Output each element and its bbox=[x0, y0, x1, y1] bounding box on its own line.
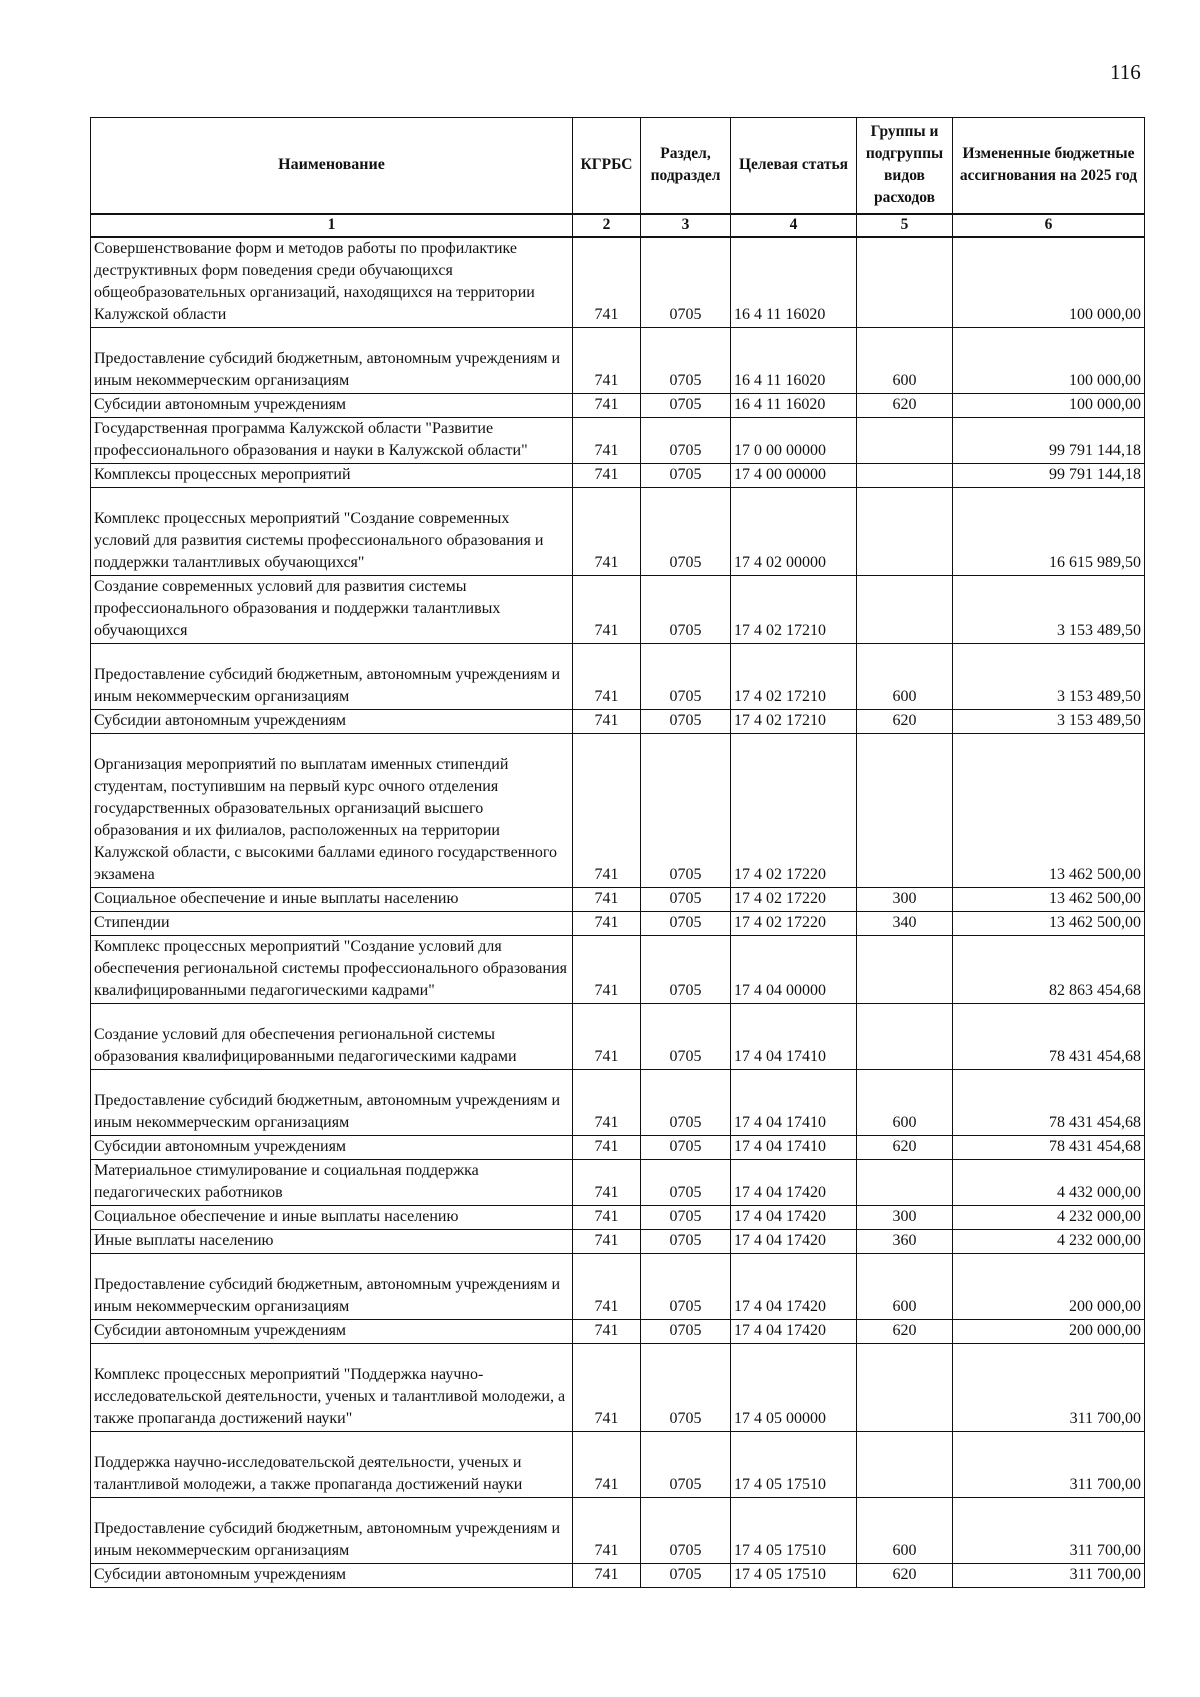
cell-name: Комплекс процессных мероприятий "Создание современных условий для развития системы профессионального образования и поддержки талантливых обучающихся" bbox=[91, 488, 573, 576]
cell-razdel: 0705 bbox=[641, 1344, 731, 1432]
cell-expense-group: 620 bbox=[857, 710, 953, 734]
cell-kgrbs: 741 bbox=[573, 1136, 641, 1160]
cell-name: Субсидии автономным учреждениям bbox=[91, 394, 573, 418]
cell-razdel: 0705 bbox=[641, 237, 731, 328]
cell-amount: 100 000,00 bbox=[953, 237, 1145, 328]
cell-razdel: 0705 bbox=[641, 1160, 731, 1206]
cell-amount: 4 232 000,00 bbox=[953, 1206, 1145, 1230]
cell-amount: 4 432 000,00 bbox=[953, 1160, 1145, 1206]
cell-razdel: 0705 bbox=[641, 1206, 731, 1230]
table-row bbox=[91, 1320, 1145, 1344]
cell-kgrbs: 741 bbox=[573, 1320, 641, 1344]
column-number-row bbox=[91, 214, 1145, 237]
column-number: 2 bbox=[573, 214, 641, 237]
cell-target-article: 17 4 04 17410 bbox=[731, 1004, 857, 1070]
cell-amount: 99 791 144,18 bbox=[953, 464, 1145, 488]
cell-razdel: 0705 bbox=[641, 1320, 731, 1344]
cell-expense-group: 600 bbox=[857, 1254, 953, 1320]
column-number: 6 bbox=[953, 214, 1145, 237]
cell-kgrbs: 741 bbox=[573, 576, 641, 644]
cell-kgrbs: 741 bbox=[573, 912, 641, 936]
cell-target-article: 17 4 04 17410 bbox=[731, 1136, 857, 1160]
cell-target-article: 16 4 11 16020 bbox=[731, 328, 857, 394]
table-row bbox=[91, 418, 1145, 464]
cell-expense-group bbox=[857, 576, 953, 644]
cell-expense-group: 600 bbox=[857, 644, 953, 710]
cell-amount: 4 232 000,00 bbox=[953, 1230, 1145, 1254]
table-row bbox=[91, 734, 1145, 888]
table-row bbox=[91, 644, 1145, 710]
cell-razdel: 0705 bbox=[641, 1070, 731, 1136]
cell-kgrbs: 741 bbox=[573, 734, 641, 888]
cell-target-article: 17 4 00 00000 bbox=[731, 464, 857, 488]
cell-target-article: 17 4 02 17210 bbox=[731, 644, 857, 710]
cell-razdel: 0705 bbox=[641, 1004, 731, 1070]
cell-amount: 200 000,00 bbox=[953, 1320, 1145, 1344]
cell-amount: 311 700,00 bbox=[953, 1344, 1145, 1432]
cell-razdel: 0705 bbox=[641, 1254, 731, 1320]
cell-expense-group: 600 bbox=[857, 1070, 953, 1136]
cell-razdel: 0705 bbox=[641, 1564, 731, 1588]
cell-kgrbs: 741 bbox=[573, 1432, 641, 1498]
cell-name: Предоставление субсидий бюджетным, автономным учреждениям и иным некоммерческим организациям bbox=[91, 1498, 573, 1564]
cell-target-article: 17 4 04 17420 bbox=[731, 1254, 857, 1320]
cell-razdel: 0705 bbox=[641, 1230, 731, 1254]
cell-razdel: 0705 bbox=[641, 888, 731, 912]
table-row bbox=[91, 237, 1145, 328]
cell-amount: 3 153 489,50 bbox=[953, 576, 1145, 644]
cell-kgrbs: 741 bbox=[573, 464, 641, 488]
cell-razdel: 0705 bbox=[641, 710, 731, 734]
cell-expense-group bbox=[857, 1160, 953, 1206]
cell-name: Комплекс процессных мероприятий "Поддержка научно-исследовательской деятельности, ученых и талантливой молодежи, а также пропаганда достижений науки" bbox=[91, 1344, 573, 1432]
table-row bbox=[91, 1230, 1145, 1254]
table-row bbox=[91, 1160, 1145, 1206]
cell-target-article: 17 4 05 17510 bbox=[731, 1498, 857, 1564]
cell-target-article: 17 4 02 17210 bbox=[731, 710, 857, 734]
cell-name: Предоставление субсидий бюджетным, автономным учреждениям и иным некоммерческим организациям bbox=[91, 644, 573, 710]
cell-target-article: 16 4 11 16020 bbox=[731, 237, 857, 328]
cell-name: Иные выплаты населению bbox=[91, 1230, 573, 1254]
cell-name: Субсидии автономным учреждениям bbox=[91, 1564, 573, 1588]
cell-expense-group: 340 bbox=[857, 912, 953, 936]
header-kgrbs: КГРБС bbox=[573, 118, 641, 215]
header-groups: Группы и подгруппы видов расходов bbox=[857, 118, 953, 215]
cell-amount: 13 462 500,00 bbox=[953, 888, 1145, 912]
cell-amount: 78 431 454,68 bbox=[953, 1136, 1145, 1160]
cell-razdel: 0705 bbox=[641, 488, 731, 576]
cell-target-article: 17 0 00 00000 bbox=[731, 418, 857, 464]
table-row bbox=[91, 328, 1145, 394]
cell-expense-group: 620 bbox=[857, 1136, 953, 1160]
cell-amount: 3 153 489,50 bbox=[953, 644, 1145, 710]
cell-amount: 311 700,00 bbox=[953, 1498, 1145, 1564]
cell-name: Создание условий для обеспечения региональной системы образования квалифицированными педагогическими кадрами bbox=[91, 1004, 573, 1070]
cell-razdel: 0705 bbox=[641, 464, 731, 488]
cell-kgrbs: 741 bbox=[573, 1230, 641, 1254]
cell-target-article: 17 4 04 17420 bbox=[731, 1230, 857, 1254]
table-row bbox=[91, 576, 1145, 644]
table-row bbox=[91, 464, 1145, 488]
column-number: 1 bbox=[91, 214, 573, 237]
cell-amount: 16 615 989,50 bbox=[953, 488, 1145, 576]
cell-expense-group bbox=[857, 418, 953, 464]
cell-name: Поддержка научно-исследовательской деятельности, ученых и талантливой молодежи, а также пропаганда достижений науки bbox=[91, 1432, 573, 1498]
budget-table bbox=[90, 117, 1145, 1588]
table-row bbox=[91, 394, 1145, 418]
page-number: 116 bbox=[1110, 60, 1141, 84]
table-row bbox=[91, 1004, 1145, 1070]
cell-name: Комплексы процессных мероприятий bbox=[91, 464, 573, 488]
cell-razdel: 0705 bbox=[641, 1498, 731, 1564]
cell-target-article: 17 4 02 17220 bbox=[731, 734, 857, 888]
cell-target-article: 17 4 05 17510 bbox=[731, 1432, 857, 1498]
cell-expense-group: 620 bbox=[857, 1564, 953, 1588]
cell-name: Совершенствование форм и методов работы по профилактике деструктивных форм поведения среди обучающихся общеобразовательных организаций, находящихся на территории Калужской области bbox=[91, 237, 573, 328]
table-row bbox=[91, 1070, 1145, 1136]
cell-name: Создание современных условий для развития системы профессионального образования и поддержки талантливых обучающихся bbox=[91, 576, 573, 644]
cell-kgrbs: 741 bbox=[573, 1564, 641, 1588]
cell-name: Субсидии автономным учреждениям bbox=[91, 710, 573, 734]
cell-expense-group bbox=[857, 464, 953, 488]
cell-razdel: 0705 bbox=[641, 912, 731, 936]
cell-target-article: 17 4 02 17220 bbox=[731, 888, 857, 912]
cell-target-article: 17 4 04 17410 bbox=[731, 1070, 857, 1136]
cell-target-article: 17 4 04 00000 bbox=[731, 936, 857, 1004]
cell-razdel: 0705 bbox=[641, 328, 731, 394]
cell-kgrbs: 741 bbox=[573, 1206, 641, 1230]
cell-expense-group bbox=[857, 1344, 953, 1432]
cell-amount: 311 700,00 bbox=[953, 1564, 1145, 1588]
cell-expense-group bbox=[857, 1004, 953, 1070]
cell-kgrbs: 741 bbox=[573, 1004, 641, 1070]
cell-name: Субсидии автономным учреждениям bbox=[91, 1320, 573, 1344]
cell-expense-group: 600 bbox=[857, 328, 953, 394]
cell-kgrbs: 741 bbox=[573, 418, 641, 464]
cell-kgrbs: 741 bbox=[573, 328, 641, 394]
cell-target-article: 17 4 02 17210 bbox=[731, 576, 857, 644]
table-row bbox=[91, 888, 1145, 912]
cell-name: Комплекс процессных мероприятий "Создание условий для обеспечения региональной системы профессионального образования квалифицированными педагогическими кадрами" bbox=[91, 936, 573, 1004]
table-row bbox=[91, 488, 1145, 576]
cell-razdel: 0705 bbox=[641, 644, 731, 710]
table-row bbox=[91, 1254, 1145, 1320]
table-row bbox=[91, 936, 1145, 1004]
cell-expense-group bbox=[857, 734, 953, 888]
cell-amount: 82 863 454,68 bbox=[953, 936, 1145, 1004]
table-body bbox=[91, 237, 1145, 1588]
cell-razdel: 0705 bbox=[641, 1136, 731, 1160]
cell-expense-group bbox=[857, 936, 953, 1004]
cell-amount: 99 791 144,18 bbox=[953, 418, 1145, 464]
cell-target-article: 17 4 05 00000 bbox=[731, 1344, 857, 1432]
cell-target-article: 17 4 02 00000 bbox=[731, 488, 857, 576]
header-name: Наименование bbox=[91, 118, 573, 215]
table-row bbox=[91, 1498, 1145, 1564]
cell-kgrbs: 741 bbox=[573, 1344, 641, 1432]
cell-name: Предоставление субсидий бюджетным, автономным учреждениям и иным некоммерческим организациям bbox=[91, 328, 573, 394]
cell-target-article: 17 4 04 17420 bbox=[731, 1320, 857, 1344]
cell-name: Материальное стимулирование и социальная поддержка педагогических работников bbox=[91, 1160, 573, 1206]
cell-amount: 100 000,00 bbox=[953, 328, 1145, 394]
cell-name: Предоставление субсидий бюджетным, автономным учреждениям и иным некоммерческим организациям bbox=[91, 1254, 573, 1320]
cell-amount: 13 462 500,00 bbox=[953, 734, 1145, 888]
column-number: 5 bbox=[857, 214, 953, 237]
cell-target-article: 17 4 04 17420 bbox=[731, 1160, 857, 1206]
cell-razdel: 0705 bbox=[641, 734, 731, 888]
cell-expense-group bbox=[857, 488, 953, 576]
cell-razdel: 0705 bbox=[641, 936, 731, 1004]
cell-kgrbs: 741 bbox=[573, 888, 641, 912]
cell-kgrbs: 741 bbox=[573, 1254, 641, 1320]
cell-expense-group: 360 bbox=[857, 1230, 953, 1254]
column-number: 3 bbox=[641, 214, 731, 237]
cell-amount: 200 000,00 bbox=[953, 1254, 1145, 1320]
cell-expense-group: 300 bbox=[857, 888, 953, 912]
cell-name: Стипендии bbox=[91, 912, 573, 936]
cell-target-article: 16 4 11 16020 bbox=[731, 394, 857, 418]
cell-expense-group bbox=[857, 237, 953, 328]
header-target: Целевая статья bbox=[731, 118, 857, 215]
cell-amount: 13 462 500,00 bbox=[953, 912, 1145, 936]
cell-target-article: 17 4 05 17510 bbox=[731, 1564, 857, 1588]
cell-amount: 100 000,00 bbox=[953, 394, 1145, 418]
cell-kgrbs: 741 bbox=[573, 1070, 641, 1136]
cell-amount: 3 153 489,50 bbox=[953, 710, 1145, 734]
cell-kgrbs: 741 bbox=[573, 394, 641, 418]
table-row bbox=[91, 912, 1145, 936]
table-header-row bbox=[91, 118, 1145, 215]
cell-razdel: 0705 bbox=[641, 576, 731, 644]
table-row bbox=[91, 1206, 1145, 1230]
cell-kgrbs: 741 bbox=[573, 1160, 641, 1206]
cell-expense-group bbox=[857, 1432, 953, 1498]
cell-kgrbs: 741 bbox=[573, 644, 641, 710]
cell-name: Государственная программа Калужской области "Развитие профессионального образования и науки в Калужской области" bbox=[91, 418, 573, 464]
cell-expense-group: 620 bbox=[857, 394, 953, 418]
cell-expense-group: 600 bbox=[857, 1498, 953, 1564]
cell-kgrbs: 741 bbox=[573, 237, 641, 328]
cell-amount: 78 431 454,68 bbox=[953, 1004, 1145, 1070]
cell-amount: 311 700,00 bbox=[953, 1432, 1145, 1498]
cell-name: Субсидии автономным учреждениям bbox=[91, 1136, 573, 1160]
table-row bbox=[91, 1136, 1145, 1160]
cell-target-article: 17 4 02 17220 bbox=[731, 912, 857, 936]
table-row bbox=[91, 1432, 1145, 1498]
cell-kgrbs: 741 bbox=[573, 936, 641, 1004]
cell-name: Социальное обеспечение и иные выплаты населению bbox=[91, 1206, 573, 1230]
cell-amount: 78 431 454,68 bbox=[953, 1070, 1145, 1136]
cell-razdel: 0705 bbox=[641, 418, 731, 464]
cell-target-article: 17 4 04 17420 bbox=[731, 1206, 857, 1230]
header-razdel: Раздел, подраздел bbox=[641, 118, 731, 215]
cell-razdel: 0705 bbox=[641, 1432, 731, 1498]
cell-expense-group: 620 bbox=[857, 1320, 953, 1344]
cell-kgrbs: 741 bbox=[573, 710, 641, 734]
cell-kgrbs: 741 bbox=[573, 1498, 641, 1564]
table-row bbox=[91, 710, 1145, 734]
cell-name: Организация мероприятий по выплатам именных стипендий студентам, поступившим на первый курс очного отделения государственных образовательных организаций высшего образования и их филиалов, расположенных на территории Калужской области, с высокими баллами единого государственного экзамена bbox=[91, 734, 573, 888]
cell-kgrbs: 741 bbox=[573, 488, 641, 576]
header-amount: Измененные бюджетные ассигнования на 2025 год bbox=[953, 118, 1145, 215]
table-row bbox=[91, 1344, 1145, 1432]
column-number: 4 bbox=[731, 214, 857, 237]
cell-name: Предоставление субсидий бюджетным, автономным учреждениям и иным некоммерческим организациям bbox=[91, 1070, 573, 1136]
cell-expense-group: 300 bbox=[857, 1206, 953, 1230]
cell-name: Социальное обеспечение и иные выплаты населению bbox=[91, 888, 573, 912]
table-row bbox=[91, 1564, 1145, 1588]
cell-razdel: 0705 bbox=[641, 394, 731, 418]
